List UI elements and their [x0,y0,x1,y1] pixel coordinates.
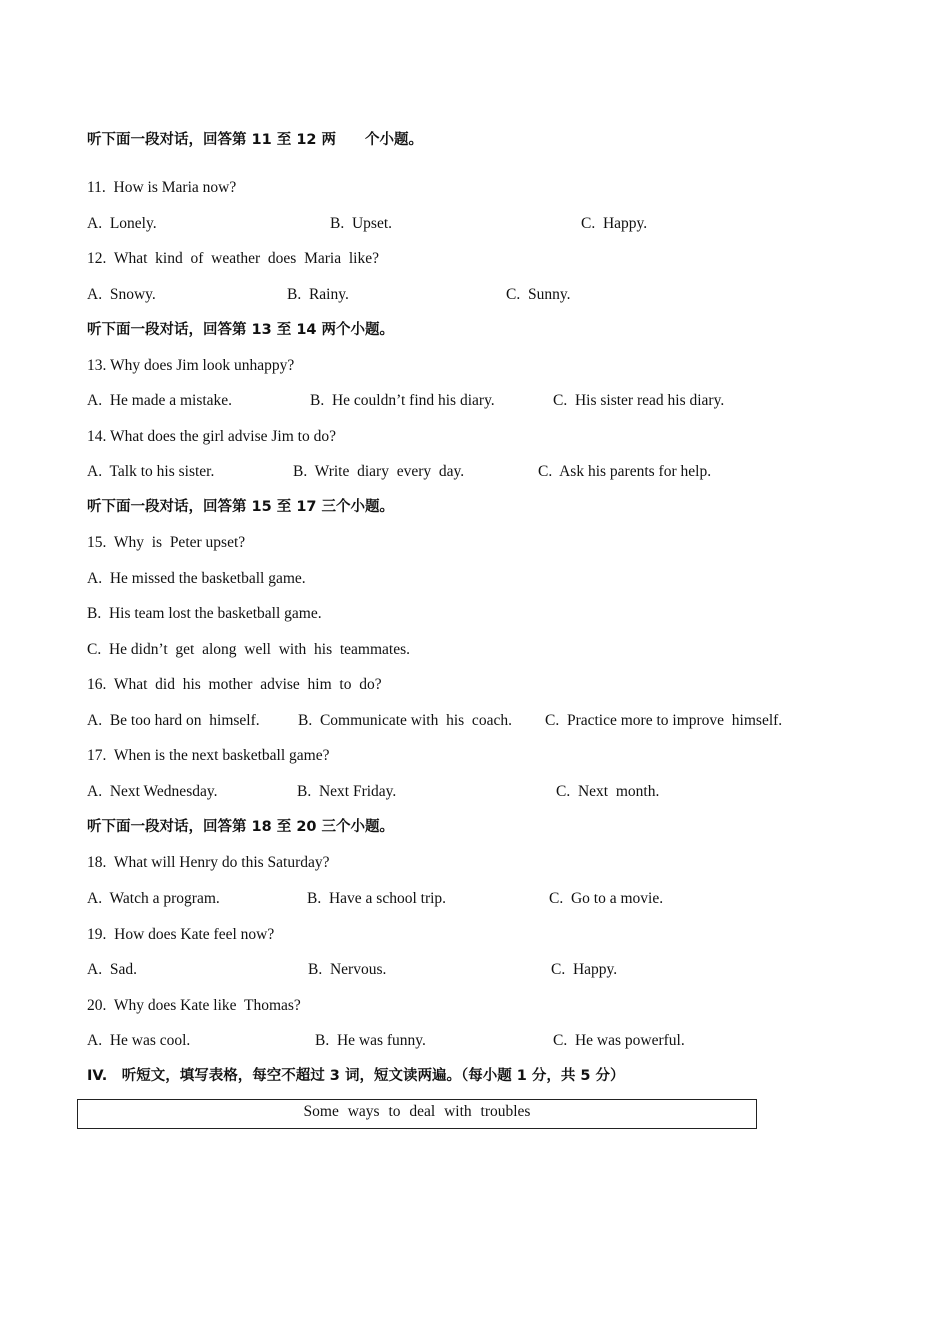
question-stem: 17. When is the next basketball game? [87,747,330,764]
question-stem: 19. How does Kate feel now? [87,926,275,943]
option-a: A. Sad. [87,961,137,978]
question-stem: 11. How is Maria now? [87,179,237,196]
option-a: A. He missed the basketball game. [87,570,306,587]
option-a: A. Talk to his sister. [87,463,215,480]
option-a: A. Lonely. [87,215,157,232]
option-c: C. His sister read his diary. [553,392,725,409]
question-stem: 20. Why does Kate like Thomas? [87,997,301,1014]
question-stem: 14. What does the girl advise Jim to do? [87,428,336,445]
option-b: B. Write diary every day. [293,463,465,480]
option-c: C. Practice more to improve himself. [545,712,783,729]
question-stem: 12. What kind of weather does Maria like? [87,250,379,267]
option-b: B. He couldn’t find his diary. [310,392,495,409]
option-a: A. Next Wednesday. [87,783,218,800]
option-a: A. Snowy. [87,286,156,303]
option-b: B. He was funny. [315,1032,426,1049]
option-a: A. He was cool. [87,1032,191,1049]
question-stem: 18. What will Henry do this Saturday? [87,854,330,871]
section-heading: 听下面一段对话，回答第 11 至 12 两 个小题。 [87,132,424,148]
section-heading: 听下面一段对话，回答第 13 至 14 两个小题。 [87,322,395,338]
option-c: C. He didn’t get along well with his teammates. [87,641,411,658]
option-b: B. Rainy. [287,286,349,303]
option-a: A. He made a mistake. [87,392,233,409]
option-c: C. Happy. [551,961,618,978]
option-c: C. Go to a movie. [549,890,664,907]
option-c: C. He was powerful. [553,1032,685,1049]
section-heading: 听下面一段对话，回答第 15 至 17 三个小题。 [87,499,395,515]
option-b: B. His team lost the basketball game. [87,605,322,622]
question-stem: 13. Why does Jim look unhappy? [87,357,295,374]
part-iv-heading: IV. 听短文，填写表格，每空不超过 3 词，短文读两遍。（每小题 1 分，共 5 分） [87,1068,625,1084]
question-stem: 15. Why is Peter upset? [87,534,246,551]
troubles-table [77,1099,757,1129]
option-c: C. Sunny. [506,286,571,303]
option-c: C. Next month. [556,783,660,800]
option-b: B. Communicate with his coach. [298,712,512,729]
option-b: B. Upset. [330,215,392,232]
option-c: C. Happy. [581,215,648,232]
option-b: B. Next Friday. [297,783,397,800]
table-title: Some ways to deal with troubles [303,1103,531,1120]
option-c: C. Ask his parents for help. [538,463,712,480]
option-b: B. Nervous. [308,961,387,978]
question-stem: 16. What did his mother advise him to do? [87,676,382,693]
option-a: A. Be too hard on himself. [87,712,260,729]
section-heading: 听下面一段对话，回答第 18 至 20 三个小题。 [87,819,395,835]
option-a: A. Watch a program. [87,890,220,907]
option-b: B. Have a school trip. [307,890,447,907]
